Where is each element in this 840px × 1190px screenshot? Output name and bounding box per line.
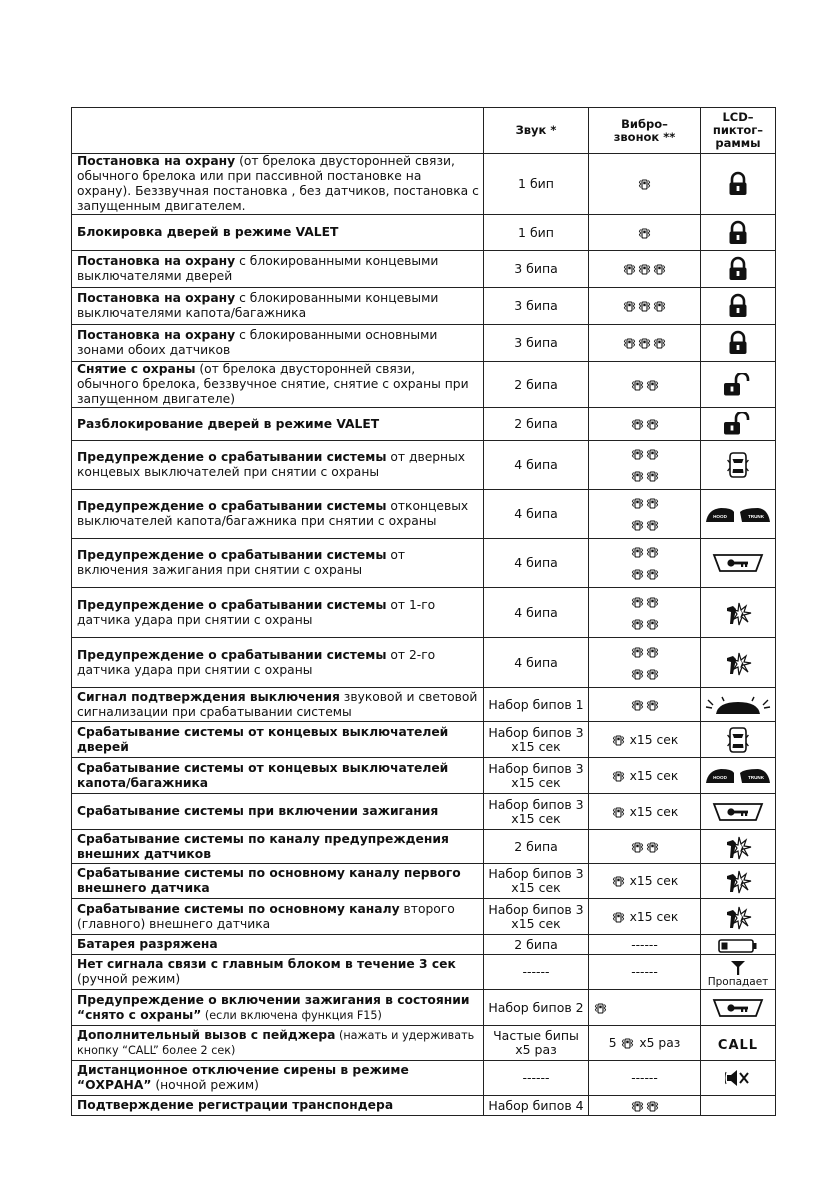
sound-signal: Набор бипов 3 x15 сек bbox=[484, 722, 589, 758]
vibration-icon bbox=[646, 379, 659, 392]
event-title: Подтверждение регистрации транспондера bbox=[77, 1098, 394, 1112]
vibration-icon bbox=[631, 699, 644, 712]
event-description bbox=[72, 408, 484, 441]
event-description bbox=[72, 1096, 484, 1116]
table-row bbox=[72, 215, 776, 251]
sound-signal: 1 бип bbox=[484, 154, 589, 215]
vibro-repeat: x15 сек bbox=[629, 732, 679, 747]
table-row bbox=[72, 830, 776, 864]
vibro-signal bbox=[589, 490, 701, 539]
siren-light-icon bbox=[704, 694, 772, 716]
sound-signal: Набор бипов 3 x15 сек bbox=[484, 864, 589, 899]
event-description bbox=[72, 362, 484, 408]
vibration-icon bbox=[623, 337, 636, 350]
vibration-icon bbox=[612, 875, 625, 888]
sound-signal: 2 бипа bbox=[484, 935, 589, 955]
svg-text:TRUNK: TRUNK bbox=[747, 513, 765, 519]
vibro-signal bbox=[589, 1026, 701, 1061]
vibro-repeat: x15 сек bbox=[629, 804, 679, 819]
table-row bbox=[72, 1096, 776, 1116]
lcd-pictogram bbox=[701, 1061, 776, 1096]
vibration-icon bbox=[631, 841, 644, 854]
table-row bbox=[72, 362, 776, 408]
svg-text:HOOD: HOOD bbox=[713, 775, 727, 781]
event-title: Постановка на охрану bbox=[77, 291, 236, 305]
antenna-icon bbox=[730, 960, 746, 975]
vibro-signal bbox=[589, 935, 701, 955]
vibro-signal bbox=[589, 1061, 701, 1096]
table-row bbox=[72, 441, 776, 490]
event-title: Срабатывание системы по основному каналу bbox=[77, 901, 400, 916]
table-row bbox=[72, 758, 776, 794]
event-description bbox=[72, 794, 484, 830]
vibration-icon bbox=[646, 568, 659, 581]
event-detail: (нажать и удерживать кнопку “CALL” более 2 сек) bbox=[77, 1029, 475, 1057]
event-description bbox=[72, 899, 484, 935]
vibration-icon bbox=[646, 841, 659, 854]
vibro-signal bbox=[589, 990, 701, 1026]
event-title: Срабатывание системы от концевых выключателей дверей bbox=[77, 724, 449, 754]
event-description bbox=[72, 288, 484, 325]
car-doors-icon bbox=[727, 725, 749, 755]
vibro-signal bbox=[589, 588, 701, 638]
vibro-repeat: x5 раз bbox=[639, 1036, 681, 1050]
lcd-pictogram bbox=[701, 408, 776, 441]
sound-signal: 2 бипа bbox=[484, 408, 589, 441]
vibration-icon bbox=[621, 1037, 634, 1050]
vibro-prefix: 5 bbox=[608, 1036, 617, 1050]
table-row bbox=[72, 490, 776, 539]
ignition-key-icon bbox=[712, 998, 764, 1018]
sound-signal: 1 бип bbox=[484, 215, 589, 251]
lcd-pictogram bbox=[701, 830, 776, 864]
event-title: Срабатывание системы по основному каналу первого внешнего датчика bbox=[77, 866, 461, 895]
lcd-pictogram bbox=[701, 638, 776, 688]
vibro-repeat: x15 сек bbox=[629, 874, 679, 888]
vibro-none: ------ bbox=[631, 1071, 658, 1085]
vibro-signal bbox=[589, 864, 701, 899]
event-description bbox=[72, 830, 484, 864]
vibro-signal bbox=[589, 1096, 701, 1116]
header-vibro: Вибро– звонок ** bbox=[589, 108, 701, 154]
vibration-icon bbox=[653, 263, 666, 276]
sound-signal: 3 бипа bbox=[484, 288, 589, 325]
event-detail: звуковой и световой сигнализации при срабатывании системы bbox=[77, 689, 478, 719]
vibration-icon bbox=[646, 470, 659, 483]
vibration-icon bbox=[653, 337, 666, 350]
event-detail: (от брелока двусторонней связи, обычного брелока или при пассивной постановке на охрану). Беззвучная постановка , без датчиков, постановка с запущенным двигателем. bbox=[77, 154, 479, 213]
table-row bbox=[72, 154, 776, 215]
shock-sensor-icon bbox=[724, 600, 752, 626]
sound-signal: 3 бипа bbox=[484, 251, 589, 288]
event-title: Предупреждение о срабатывании системы bbox=[77, 499, 387, 513]
lcd-pictogram bbox=[701, 935, 776, 955]
table-row bbox=[72, 864, 776, 899]
vibration-icon bbox=[631, 470, 644, 483]
vibration-icon bbox=[653, 300, 666, 313]
vibration-icon bbox=[646, 596, 659, 609]
vibration-icon bbox=[646, 546, 659, 559]
vibro-none: ------ bbox=[631, 937, 658, 952]
sound-signal: Набор бипов 4 bbox=[484, 1096, 589, 1116]
event-detail: (если включена функция F15) bbox=[201, 1008, 382, 1022]
event-title: Разблокирование дверей в режиме VALET bbox=[77, 416, 380, 431]
vibration-icon bbox=[646, 668, 659, 681]
sound-signal: 3 бипа bbox=[484, 325, 589, 362]
lock-closed-icon bbox=[727, 330, 749, 356]
vibration-icon bbox=[612, 806, 625, 819]
event-detail: второго (главного) внешнего датчика bbox=[77, 901, 455, 931]
vibration-icon bbox=[646, 646, 659, 659]
event-detail: с блокированными концевыми выключателями дверей bbox=[77, 254, 439, 283]
event-title: Предупреждение о срабатывании системы bbox=[77, 647, 387, 662]
table-row bbox=[72, 638, 776, 688]
hood-trunk-icon bbox=[704, 767, 772, 785]
vibro-none: ------ bbox=[631, 965, 658, 979]
car-doors-icon bbox=[727, 450, 749, 480]
vibration-icon bbox=[646, 1100, 659, 1113]
event-detail: от 1-го датчика удара при снятии с охраны bbox=[77, 597, 436, 627]
vibration-icon bbox=[646, 699, 659, 712]
table-row bbox=[72, 588, 776, 638]
sound-signal: 2 бипа bbox=[484, 830, 589, 864]
lock-closed-icon bbox=[727, 171, 749, 197]
lcd-pictogram bbox=[701, 864, 776, 899]
lcd-pictogram bbox=[701, 1096, 776, 1116]
lock-closed-icon bbox=[727, 293, 749, 319]
event-description bbox=[72, 758, 484, 794]
vibro-signal bbox=[589, 899, 701, 935]
lcd-pictogram bbox=[701, 490, 776, 539]
event-description bbox=[72, 1061, 484, 1096]
event-description bbox=[72, 935, 484, 955]
vibration-icon bbox=[646, 448, 659, 461]
sound-signal: 4 бипа bbox=[484, 441, 589, 490]
ignition-key-icon bbox=[712, 553, 764, 573]
table-row bbox=[72, 990, 776, 1026]
event-detail: от включения зажигания при снятии с охраны bbox=[77, 548, 406, 577]
hood-trunk-icon bbox=[704, 506, 772, 524]
signal-lost-label: Пропадает bbox=[707, 975, 769, 988]
event-title: Дистанционное отключение сирены в режиме “ОХРАНА” bbox=[77, 1063, 409, 1092]
lcd-pictogram bbox=[701, 215, 776, 251]
table-row bbox=[72, 251, 776, 288]
sound-signal: 4 бипа bbox=[484, 638, 589, 688]
ignition-key-icon bbox=[712, 802, 764, 822]
shock-sensor-icon bbox=[724, 650, 752, 676]
event-description bbox=[72, 251, 484, 288]
header-sound: Звук * bbox=[484, 108, 589, 154]
svg-text:TRUNK: TRUNK bbox=[747, 775, 765, 781]
vibration-icon bbox=[631, 497, 644, 510]
vibro-signal bbox=[589, 722, 701, 758]
table-row bbox=[72, 722, 776, 758]
event-description bbox=[72, 490, 484, 539]
shock-sensor-icon bbox=[724, 868, 752, 894]
table-row bbox=[72, 288, 776, 325]
lcd-pictogram bbox=[701, 154, 776, 215]
lcd-pictogram bbox=[701, 794, 776, 830]
event-title: Дополнительный вызов с пейджера bbox=[77, 1028, 336, 1042]
vibration-icon bbox=[638, 300, 651, 313]
lcd-pictogram bbox=[701, 688, 776, 722]
lcd-pictogram bbox=[701, 990, 776, 1026]
event-title: Предупреждение о срабатывании системы bbox=[77, 548, 387, 562]
event-title: Постановка на охрану bbox=[77, 328, 236, 342]
vibration-icon bbox=[646, 418, 659, 431]
event-description bbox=[72, 990, 484, 1026]
vibration-icon bbox=[594, 1002, 607, 1015]
sound-signal: Набор бипов 2 bbox=[484, 990, 589, 1026]
vibration-icon bbox=[631, 1100, 644, 1113]
vibration-icon bbox=[612, 911, 625, 924]
event-description bbox=[72, 722, 484, 758]
event-title: Снятие с охраны bbox=[77, 362, 196, 376]
sound-signal: 4 бипа bbox=[484, 588, 589, 638]
lcd-pictogram bbox=[701, 251, 776, 288]
lcd-pictogram bbox=[701, 441, 776, 490]
vibration-icon bbox=[631, 568, 644, 581]
sound-signal: Набор бипов 3 x15 сек bbox=[484, 899, 589, 935]
vibro-signal bbox=[589, 830, 701, 864]
event-detail: (ручной режим) bbox=[77, 972, 181, 986]
lcd-pictogram bbox=[701, 955, 776, 990]
table-row bbox=[72, 794, 776, 830]
event-title: Предупреждение о срабатывании системы bbox=[77, 450, 387, 464]
event-title: Постановка на охрану bbox=[77, 154, 236, 168]
event-title: Предупреждение о срабатывании системы bbox=[77, 597, 387, 612]
event-detail: отконцевых выключателей капота/багажника при снятии с охраны bbox=[77, 499, 469, 528]
battery-low-icon bbox=[718, 938, 758, 954]
vibration-icon bbox=[631, 646, 644, 659]
lcd-pictogram bbox=[701, 288, 776, 325]
table-row bbox=[72, 325, 776, 362]
event-detail: (от брелока двусторонней связи, обычного брелока, беззвучное снятие, снятие с охраны при запущенном двигателе) bbox=[77, 362, 469, 406]
lock-open-icon bbox=[722, 373, 754, 397]
lcd-pictogram bbox=[701, 362, 776, 408]
table-row bbox=[72, 688, 776, 722]
vibro-signal bbox=[589, 539, 701, 588]
vibration-icon bbox=[638, 263, 651, 276]
event-detail: от 2-го датчика удара при снятии с охраны bbox=[77, 647, 436, 677]
sound-signal: Набор бипов 3 x15 сек bbox=[484, 794, 589, 830]
event-title: Срабатывание системы от концевых выключателей капота/багажника bbox=[77, 760, 449, 790]
shock-sensor-icon bbox=[724, 834, 752, 860]
vibration-icon bbox=[631, 519, 644, 532]
event-detail: (ночной режим) bbox=[151, 1078, 259, 1092]
vibro-repeat: x15 сек bbox=[629, 909, 679, 924]
table-row bbox=[72, 1061, 776, 1096]
table-row bbox=[72, 935, 776, 955]
sound-signal: Частые бипы x5 раз bbox=[484, 1026, 589, 1061]
vibration-icon bbox=[638, 337, 651, 350]
event-description bbox=[72, 688, 484, 722]
vibration-icon bbox=[638, 178, 651, 191]
sound-signal: Набор бипов 3 x15 сек bbox=[484, 758, 589, 794]
event-detail: с блокированными концевыми выключателями капота/багажника bbox=[77, 291, 439, 320]
lcd-pictogram bbox=[701, 758, 776, 794]
event-title: Батарея разряжена bbox=[77, 937, 218, 951]
header-lcd: LCD– пиктог– раммы bbox=[701, 108, 776, 154]
vibro-signal bbox=[589, 638, 701, 688]
vibration-icon bbox=[646, 618, 659, 631]
table-row bbox=[72, 899, 776, 935]
call-label: CALL bbox=[717, 1037, 759, 1053]
events-table bbox=[71, 107, 776, 1116]
vibration-icon bbox=[646, 497, 659, 510]
siren-off-icon bbox=[725, 1067, 751, 1089]
event-title: Срабатывание системы при включении зажигания bbox=[77, 804, 439, 818]
event-description bbox=[72, 154, 484, 215]
event-description bbox=[72, 215, 484, 251]
vibration-icon bbox=[612, 770, 625, 783]
vibro-repeat: x15 сек bbox=[629, 768, 679, 783]
sound-signal: 4 бипа bbox=[484, 490, 589, 539]
lcd-pictogram bbox=[701, 1026, 776, 1061]
lcd-pictogram bbox=[701, 899, 776, 935]
event-description bbox=[72, 539, 484, 588]
vibration-icon bbox=[631, 379, 644, 392]
table-row bbox=[72, 539, 776, 588]
lcd-pictogram bbox=[701, 539, 776, 588]
event-description bbox=[72, 955, 484, 990]
vibro-signal bbox=[589, 758, 701, 794]
vibration-icon bbox=[646, 519, 659, 532]
table-row bbox=[72, 1026, 776, 1061]
event-title: Предупреждение о включении зажигания в состоянии “снято с охраны” bbox=[77, 992, 470, 1022]
event-description bbox=[72, 325, 484, 362]
event-title: Сигнал подтверждения выключения bbox=[77, 689, 340, 704]
svg-text:HOOD: HOOD bbox=[713, 513, 727, 519]
event-description bbox=[72, 864, 484, 899]
vibro-signal bbox=[589, 955, 701, 990]
event-description bbox=[72, 638, 484, 688]
lcd-pictogram bbox=[701, 722, 776, 758]
vibration-icon bbox=[623, 300, 636, 313]
event-title: Постановка на охрану bbox=[77, 254, 236, 268]
table-row bbox=[72, 408, 776, 441]
event-description bbox=[72, 441, 484, 490]
event-title: Блокировка дверей в режиме VALET bbox=[77, 225, 339, 239]
vibro-signal bbox=[589, 408, 701, 441]
vibro-signal bbox=[589, 794, 701, 830]
vibration-icon bbox=[631, 418, 644, 431]
vibration-icon bbox=[638, 227, 651, 240]
event-detail: от дверных концевых выключателей при снятии с охраны bbox=[77, 450, 466, 479]
sound-signal: ------ bbox=[484, 955, 589, 990]
table-row bbox=[72, 955, 776, 990]
vibration-icon bbox=[623, 263, 636, 276]
vibro-signal bbox=[589, 688, 701, 722]
vibro-signal bbox=[589, 288, 701, 325]
header-row bbox=[72, 108, 776, 154]
lock-open-icon bbox=[722, 412, 754, 436]
shock-sensor-icon bbox=[724, 904, 752, 930]
vibration-icon bbox=[631, 448, 644, 461]
vibro-signal bbox=[589, 362, 701, 408]
sound-signal: 4 бипа bbox=[484, 539, 589, 588]
header-description bbox=[72, 108, 484, 154]
vibro-signal bbox=[589, 441, 701, 490]
sound-signal: ------ bbox=[484, 1061, 589, 1096]
vibro-signal bbox=[589, 251, 701, 288]
event-description bbox=[72, 588, 484, 638]
vibration-icon bbox=[631, 546, 644, 559]
vibro-signal bbox=[589, 325, 701, 362]
vibration-icon bbox=[631, 596, 644, 609]
vibro-signal bbox=[589, 154, 701, 215]
event-title: Срабатывание системы по каналу предупреждения внешних датчиков bbox=[77, 831, 449, 861]
event-description bbox=[72, 1026, 484, 1061]
vibro-signal bbox=[589, 215, 701, 251]
lcd-pictogram bbox=[701, 588, 776, 638]
event-title: Нет сигнала связи с главным блоком в течение 3 сек bbox=[77, 957, 456, 971]
lock-closed-icon bbox=[727, 220, 749, 246]
sound-signal: 2 бипа bbox=[484, 362, 589, 408]
vibration-icon bbox=[631, 668, 644, 681]
lock-closed-icon bbox=[727, 256, 749, 282]
lcd-pictogram bbox=[701, 325, 776, 362]
sound-signal: Набор бипов 1 bbox=[484, 688, 589, 722]
vibration-icon bbox=[631, 618, 644, 631]
vibration-icon bbox=[612, 734, 625, 747]
event-detail: с блокированными основными зонами обоих датчиков bbox=[77, 328, 438, 357]
